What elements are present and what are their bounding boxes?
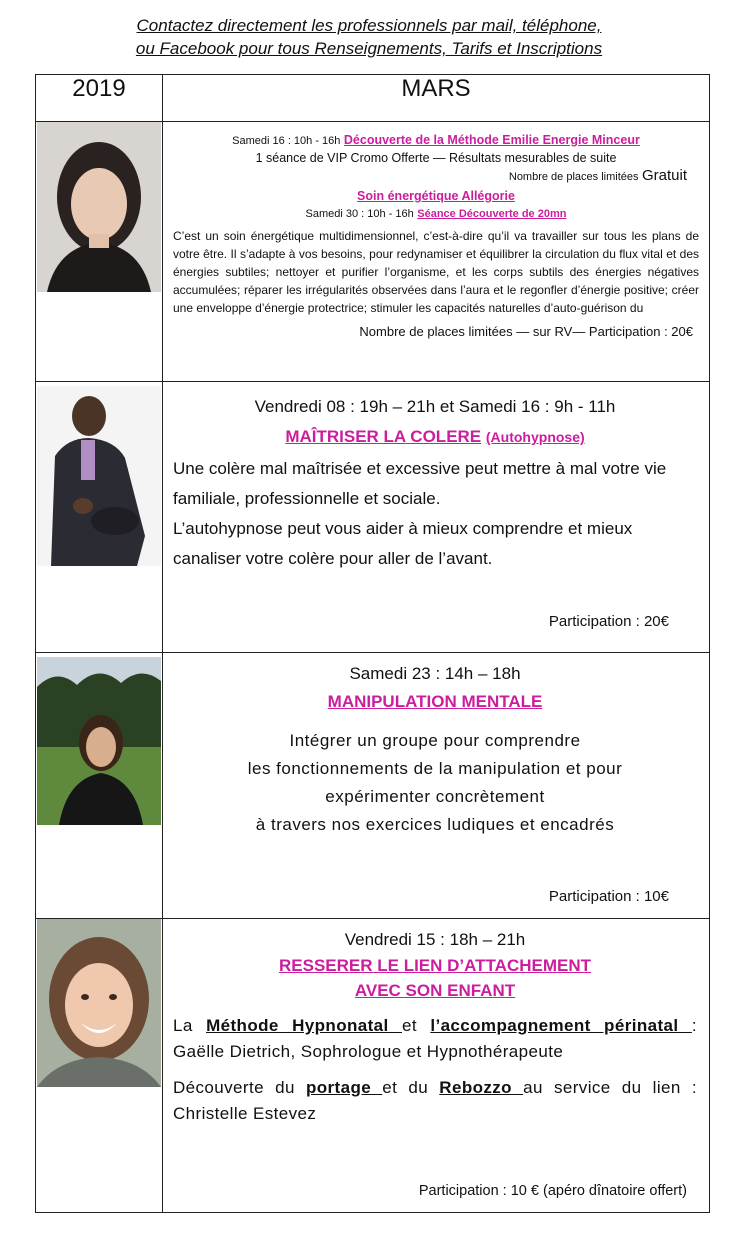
event1-price-1: Gratuit [641,167,687,184]
portrait-man-outdoors [37,657,161,825]
event3-line-3: expérimenter concrètement [325,787,545,806]
event4-p1-mid: et [402,1016,431,1035]
event3-description [173,727,697,839]
portrait-smiling-woman [37,919,161,1087]
event-cell-2 [163,382,710,653]
event2-price: Participation : 20€ [548,613,669,630]
event3-title: MANIPULATION MENTALE [327,692,543,711]
intro-text [0,14,738,60]
event4-p1-accompaniment: l’accompagnement périnatal [430,1016,692,1035]
event4-title-2: AVEC SON ENFANT [354,981,516,1000]
event1-places: Nombre de places limitées [508,171,639,183]
event-cell-1 [163,122,710,382]
event4-title-1: RESSERER LE LIEN D’ATTACHEMENT [279,956,591,975]
event4-p2-post: au service du lien : Christelle Estevez [173,1078,698,1123]
event1-offer: 1 séance de VIP Cromo Offerte — Résultats mesurables de suite [255,151,617,165]
event-row-2 [36,382,710,653]
event3-line-4: à travers nos exercices ludiques et encadrés [255,815,615,834]
event1-date-1: Samedi 16 : 10h - 16h [232,135,341,147]
header-row [36,75,710,122]
event4-p2-mid: et du [382,1078,440,1097]
photo-cell-3 [36,653,163,919]
event3-line-2: les fonctionnements de la manipulation et pour [247,759,623,778]
event4-title [173,953,697,1003]
event-cell-4 [163,919,710,1213]
month-cell: MARS [163,75,710,122]
event4-p1-method: Méthode Hypnonatal [206,1016,402,1035]
event-row-1 [36,122,710,382]
photo-cell-1 [36,122,163,382]
event3-price: Participation : 10€ [548,888,669,905]
event1-date-2-line [173,205,699,223]
event4-p1-post: : Gaëlle Dietrich, Sophrologue et Hypnothérapeute [173,1016,697,1061]
event1-title-2-line [173,188,699,205]
event2-title-line [173,422,697,452]
intro-line-1: Contactez directement les professionnels par mail, téléphone, [136,16,602,35]
event1-description: C’est un soin énergétique multidimensionnel, c’est-à-dire qu’il va travailler sur tous les plans de votre être. Il s’adapte à vos besoins, pour redynamiser et équilibrer la circulation du flux vital et des énergies subtiles; nettoyer et purifier l’organisme, et les corps subtils des énergies négatives accumulées; réparer les irrégularités observées dans l’aura et le regonfler d’énergie positive; créer une enveloppe d’énergie protectrice; stimuler les capacités naturelles d’auto-guérison du [173,229,699,315]
event2-subtitle: (Autohypnose) [485,429,585,445]
event4-p1-pre: La [173,1016,207,1035]
event-row-3 [36,653,710,919]
year-cell: 2019 [36,75,163,122]
event1-footer: Nombre de places limitées — sur RV— Participation : 20€ [359,324,693,339]
event1-title-1: Découverte de la Méthode Emilie Energie Minceur [343,133,640,147]
event3-date: Samedi 23 : 14h – 18h [349,664,521,683]
event1-title-2b: Séance Découverte de 20mn [417,208,567,220]
event3-title-line [173,687,697,717]
event2-date: Vendredi 08 : 19h – 21h et Samedi 16 : 9h - 11h [254,397,616,416]
event1-places-line [173,167,699,186]
event1-date-2: Samedi 30 : 10h - 16h [305,208,414,220]
portrait-woman-dark-hair [37,122,161,292]
event2-title: MAÎTRISER LA COLERE [285,427,482,446]
event4-date: Vendredi 15 : 18h – 21h [344,930,526,949]
portrait-man-in-suit [37,386,161,566]
event-cell-3 [163,653,710,919]
intro-line-2: ou Facebook pour tous Renseignements, Tarifs et Inscriptions [135,39,603,58]
event2-paragraph-1: Une colère mal maîtrisée et excessive peut mettre à mal votre vie familiale, professionnelle et sociale. [173,459,667,508]
event1-line-1 [173,132,699,150]
event4-p2-portage: portage [305,1078,383,1097]
event2-paragraph-2: L’autohypnose peut vous aider à mieux comprendre et mieux canaliser votre colère pour aller de l’avant. [173,519,633,568]
photo-cell-2 [36,382,163,653]
event4-p2-pre: Découverte du [173,1078,306,1097]
event4-paragraph-2 [173,1075,697,1127]
event3-line-1: Intégrer un groupe pour comprendre [289,731,581,750]
event4-p2-rebozzo: Rebozzo [439,1078,524,1097]
event4-paragraph-1 [173,1013,697,1065]
event-row-4 [36,919,710,1213]
photo-cell-4 [36,919,163,1213]
event4-price: Participation : 10 € (apéro dînatoire offert) [418,1183,687,1199]
events-table [35,74,710,1213]
event1-title-2: Soin énergétique Allégorie [357,189,515,203]
